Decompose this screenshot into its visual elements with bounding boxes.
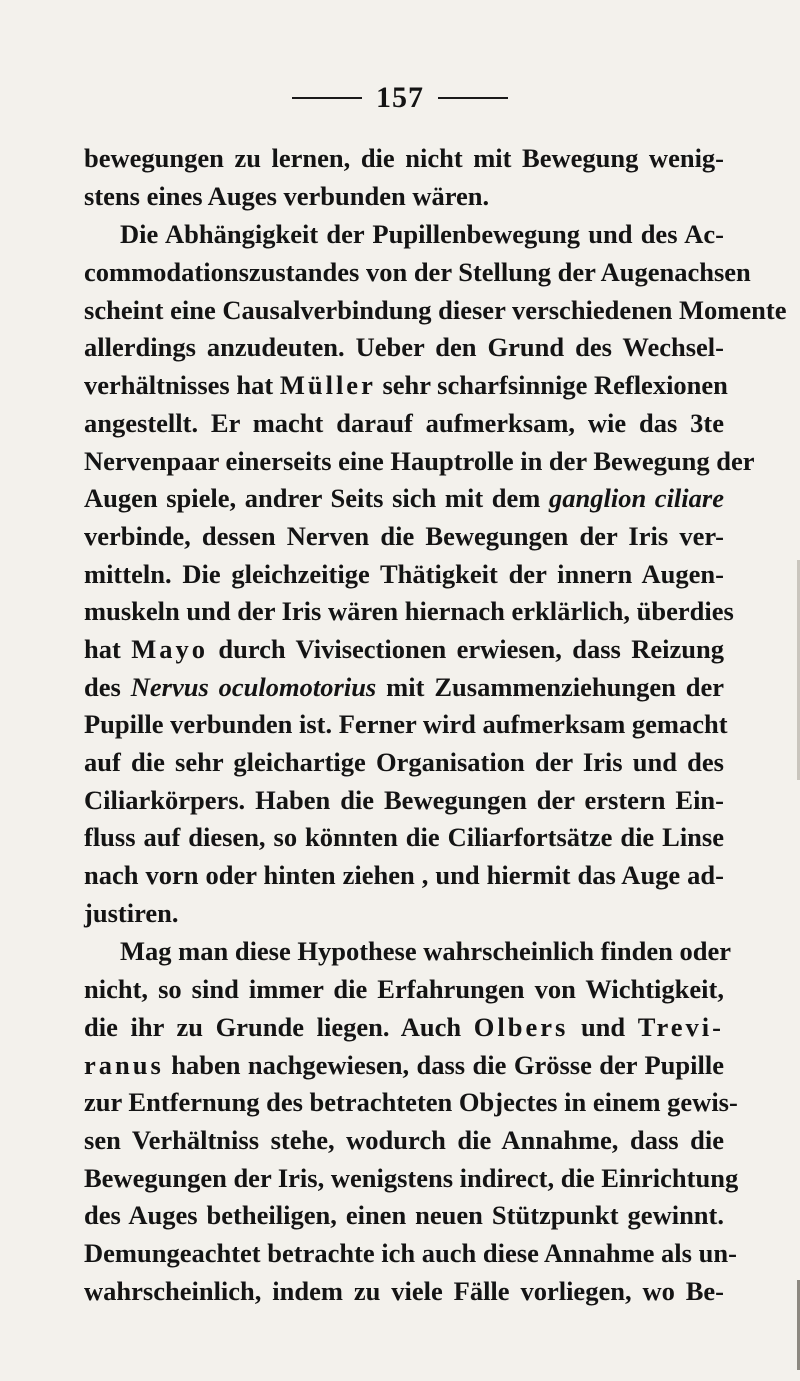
text-line: Demungeachtet betrachte ich auch diese Annahme als un- bbox=[84, 1237, 737, 1268]
text-line: wahrscheinlich, indem zu viele Fälle vorliegen, wo Be- bbox=[84, 1275, 724, 1306]
text-line bbox=[84, 1047, 724, 1085]
text-line: stens eines Auges verbunden wären. bbox=[84, 180, 490, 211]
text-line: bewegungen zu lernen, die nicht mit Bewegung wenig- bbox=[84, 143, 724, 173]
text-line: allerdings anzudeuten. Ueber den Grund des Wechsel- bbox=[84, 332, 724, 363]
body-text bbox=[84, 140, 787, 1310]
author-name-treviranus: Trevi- bbox=[637, 1011, 724, 1042]
header-rule-right bbox=[438, 97, 508, 99]
author-name-olbers: Olbers bbox=[473, 1011, 569, 1042]
text-line: zur Entfernung des betrachteten Objectes in einem gewis- bbox=[84, 1087, 738, 1118]
page-header bbox=[0, 78, 800, 118]
text-line: Bewegungen der Iris, wenigstens indirect, die Einrichtung bbox=[84, 1162, 739, 1193]
author-name-mueller: Müller bbox=[279, 370, 376, 401]
text-line bbox=[84, 367, 728, 405]
text-line bbox=[84, 669, 724, 707]
text-line: Mag man diese Hypothese wahrscheinlich finden oder bbox=[120, 936, 731, 967]
text-line: scheint eine Causalverbindung dieser verschiedenen Momente bbox=[84, 294, 787, 325]
text-line bbox=[84, 631, 724, 669]
text-line: commodationszustandes von der Stellung der Augenachsen bbox=[84, 257, 751, 288]
text-line: Die Abhängigkeit der Pupillenbewegung und des Ac- bbox=[120, 219, 724, 250]
text-line: angestellt. Er macht darauf aufmerksam, wie das 3te bbox=[84, 407, 724, 438]
text-segment: hat bbox=[84, 633, 132, 664]
text-line: sen Verhältniss stehe, wodurch die Annahme, dass die bbox=[84, 1124, 724, 1155]
text-line: Ciliarkörpers. Haben die Bewegungen der erstern Ein- bbox=[84, 784, 724, 815]
text-segment: Augen spiele, andrer Seits sich mit dem bbox=[84, 483, 549, 514]
text-line: justiren. bbox=[84, 897, 179, 928]
text-segment: durch Vivisectionen erwiesen, dass Reizung bbox=[207, 633, 724, 664]
italic-term: ganglion ciliare bbox=[548, 483, 724, 514]
text-line: Pupille verbunden ist. Ferner wird aufmerksam gemacht bbox=[84, 709, 728, 740]
text-line: nach vorn oder hinten ziehen , und hiermit das Auge ad- bbox=[84, 860, 724, 891]
text-line: nicht, so sind immer die Erfahrungen von Wichtigkeit, bbox=[84, 974, 724, 1005]
text-segment: die ihr zu Grunde liegen. Auch bbox=[84, 1011, 474, 1042]
text-segment: mit Zusammenziehungen der bbox=[376, 671, 724, 702]
text-line: des Auges betheiligen, einen neuen Stützpunkt gewinnt. bbox=[84, 1200, 724, 1231]
header-rule-left bbox=[292, 97, 362, 99]
text-line: muskeln und der Iris wären hiernach erklärlich, überdies bbox=[84, 596, 734, 627]
text-segment: verhältnisses hat bbox=[84, 370, 280, 401]
text-line: fluss auf diesen, so könnten die Ciliarfortsätze die Linse bbox=[84, 822, 724, 853]
italic-term: Nervus oculomotorius bbox=[130, 671, 377, 702]
text-segment: haben nachgewiesen, dass die Grösse der Pupille bbox=[163, 1049, 724, 1080]
author-name-treviranus: ranus bbox=[84, 1049, 164, 1080]
text-line: Nervenpaar einerseits eine Hauptrolle in der Bewegung der bbox=[84, 445, 755, 476]
text-segment: des bbox=[84, 671, 131, 702]
text-line bbox=[84, 1009, 724, 1047]
text-segment: sehr scharfsinnige Reflexionen bbox=[375, 370, 728, 401]
author-name-mayo: Mayo bbox=[131, 633, 208, 664]
text-segment: und bbox=[568, 1011, 638, 1042]
page-number: 157 bbox=[376, 81, 424, 114]
text-line: mitteln. Die gleichzeitige Thätigkeit der innern Augen- bbox=[84, 558, 724, 589]
text-line bbox=[84, 480, 724, 518]
text-line: auf die sehr gleichartige Organisation der Iris und des bbox=[84, 747, 724, 777]
text-line: verbinde, dessen Nerven die Bewegungen der Iris ver- bbox=[84, 520, 724, 551]
